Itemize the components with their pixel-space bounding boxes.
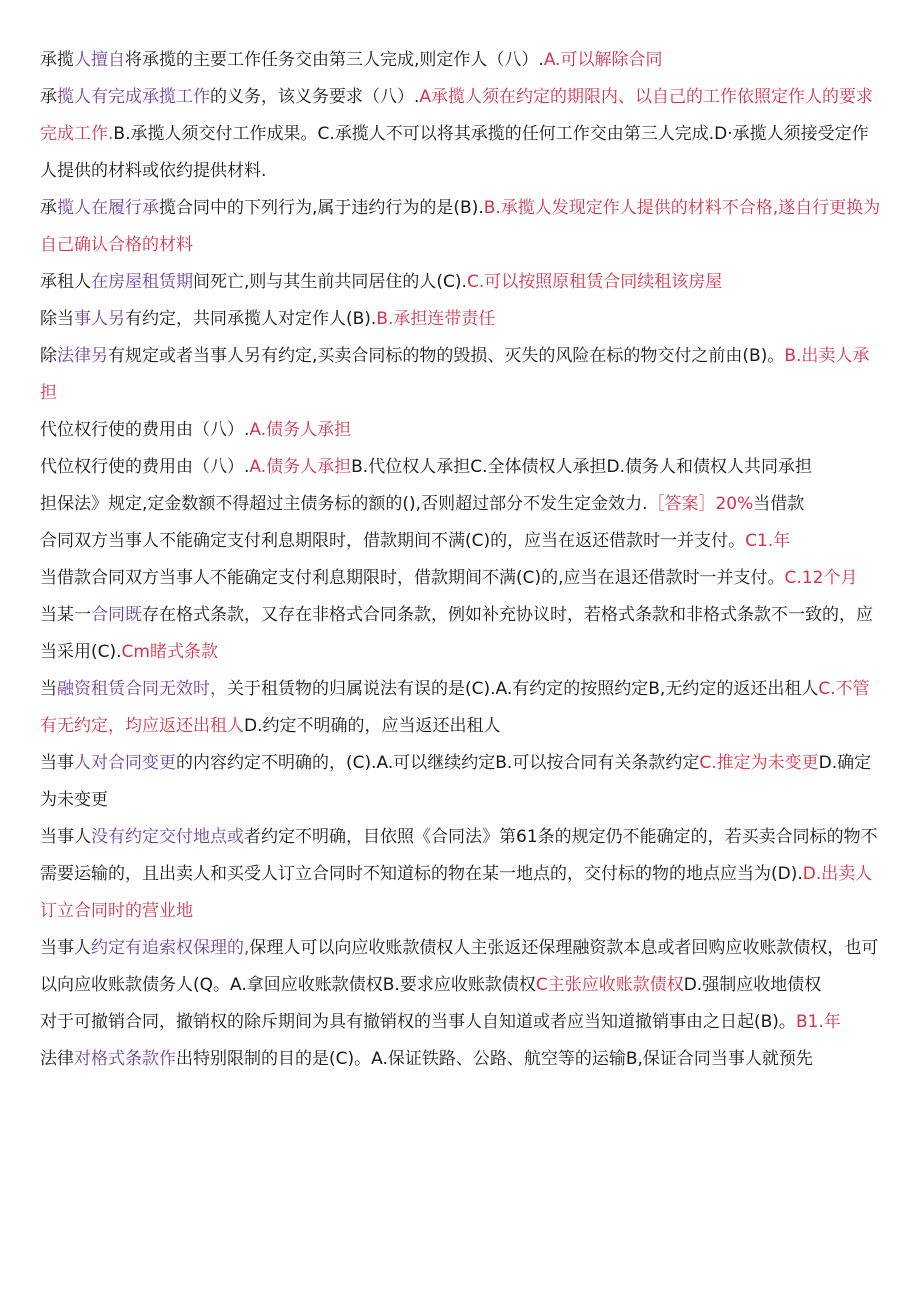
body-text: 承 [40,198,57,218]
highlight-text: 合同既 [91,605,142,625]
body-text: 承揽 [40,50,74,70]
answer-text: B1.年 [795,1012,841,1032]
body-text: 对于可撤销合同，撤销权的除斥期间为具有撤销权的当事人自知道或者应当知道撤销事由之日起(B)。 [40,1012,796,1032]
body-text: 当借款合同双方当事人不能确定支付利息期限时，借款期间不满(C)的,应当在退还借款时一并支付。 [40,568,785,588]
paragraph [40,819,884,930]
paragraph [40,190,884,264]
answer-text: A.可以解除合同 [543,50,663,70]
answer-text: A.债务人承担 [249,420,352,440]
body-text: D.约定不明确的，应当返还出租人 [244,716,501,736]
paragraph [40,671,884,745]
answer-text: C.不管有无约定，均应返还出租人 [40,679,870,736]
body-text: 担保法》规定,定金数额不得超过主债务标的额的(),否则超过部分不发生定金效力. [40,494,648,514]
body-text: 当事人 [40,827,91,847]
highlight-text: 没有约定交付地点或 [91,827,244,847]
body-text: D.强制应收地债权 [683,975,822,995]
highlight-text: 在房屋租赁期 [91,272,193,292]
body-text: 当 [40,679,57,699]
body-text: 将承揽的主要工作任务交由第三人完成,则定作人（八）. [125,50,544,70]
paragraph [40,930,884,1004]
answer-text: C.推定为未变更 [699,753,819,773]
answer-text: D.出卖人订立合同时的营业地 [40,864,873,921]
paragraph [40,1041,884,1078]
paragraph [40,301,884,338]
answer-text: B.承揽人发现定作人提供的材料不合格,遂自行更换为自己确认合格的材料 [40,198,881,255]
body-text: 有约定，共同承揽人对定作人(B). [125,309,377,329]
body-text: 间死亡,则与其生前共同居住的人(C). [193,272,467,292]
highlight-text: 人擅自 [74,50,125,70]
body-text: 合同双方当事人不能确定支付利息期限时，借款期间不满(C)的，应当在返还借款时一并支付。 [40,531,746,551]
document-body [40,42,884,1078]
body-text: 关于租赁物的归属说法有误的是(C).A.有约定的按照约定B,无约定的返还出租人 [227,679,819,699]
body-text: 保理人可以向应收账款债权人主张返还保理融资款本息或者回购应收账款债权，也可以向应收账款债务人(Q。A.拿回应收账款债权B.要求应收账款债权 [40,938,879,995]
body-text: 出特别限制的目的是(C)。A.保证铁路、公路、航空等的运输B,保证合同当事人就预先 [176,1049,813,1069]
body-text: 法律 [40,1049,74,1069]
paragraph [40,412,884,449]
paragraph [40,42,884,79]
body-text: 承 [40,87,57,107]
body-text: 除当 [40,309,74,329]
body-text: 的义务，该义务要求（八）. [210,87,420,107]
highlight-text: 事人另 [74,309,125,329]
highlight-text: 人对合同变更 [74,753,176,773]
paragraph [40,486,884,523]
answer-text: A承揽人须在约定的期限内、以自己的工作依照定作人的要求完成工作. [40,87,874,144]
answer-text: B.承担连带责任 [376,309,496,329]
highlight-text: 对格式条款作 [74,1049,176,1069]
paragraph [40,745,884,819]
answer-text: C主张应收账款债权 [535,975,684,995]
answer-text: B.出卖人承担 [40,346,870,403]
highlight-text: 揽人有完成承揽工作 [57,87,210,107]
answer-text: ［答案］20% [647,494,754,514]
highlight-text: 揽人在履行承 [57,198,159,218]
body-text: 代位权行使的费用由（八）. [40,420,250,440]
paragraph [40,338,884,412]
body-text: 当事 [40,753,74,773]
paragraph [40,1004,884,1041]
highlight-text: 融资租赁合同无效时， [57,679,227,699]
paragraph [40,79,884,190]
body-text: 有规定或者当事人另有约定,买卖合同标的物的毁损、灭失的风险在标的物交付之前由(B)。 [108,346,785,366]
body-text: 的内容约定不明确的，(C).A.可以继续约定B.可以按合同有关条款约定 [176,753,700,773]
answer-text: C1.年 [745,531,791,551]
body-text: 除 [40,346,57,366]
body-text: 当借款 [753,494,805,514]
paragraph [40,449,884,486]
body-text: B.代位权人承担C.全体债权人承担D.债务人和债权人共同承担 [351,457,812,477]
paragraph [40,264,884,301]
paragraph [40,597,884,671]
answer-text: A.债务人承担 [249,457,352,477]
highlight-text: 法律另 [57,346,108,366]
answer-text: Cm睹式条款 [121,642,218,662]
body-text: 承租人 [40,272,91,292]
body-text: 存在格式条款，又存在非格式合同条款，例如补充协议时，若格式条款和非格式条款不一致的，应当采用(C). [40,605,873,662]
body-text: 当事人 [40,938,91,958]
body-text: 代位权行使的费用由（八）. [40,457,250,477]
answer-text: C.可以按照原租赁合同续租该房屋 [466,272,723,292]
body-text: 当某一 [40,605,91,625]
body-text: B.承揽人须交付工作成果。C.承揽人不可以将其承揽的任何工作交由第三人完成.D·承揽人须接受定作人提供的材料或依约提供材料. [40,124,869,181]
body-text: D.确定为未变更 [40,753,872,810]
answer-text: C.12个月 [784,568,858,588]
body-text: 揽合同中的下列行为,属于违约行为的是(B). [159,198,484,218]
paragraph [40,523,884,560]
paragraph [40,560,884,597]
body-text: 者约定不明确，目依照《合同法》第61条的规定仍不能确定的，若买卖合同标的物不需要运输的，且出卖人和买受人订立合同时不知道标的物在某一地点的，交付标的物的地点应当为(D). [40,827,878,884]
highlight-text: 约定有追索权保理的, [91,938,250,958]
